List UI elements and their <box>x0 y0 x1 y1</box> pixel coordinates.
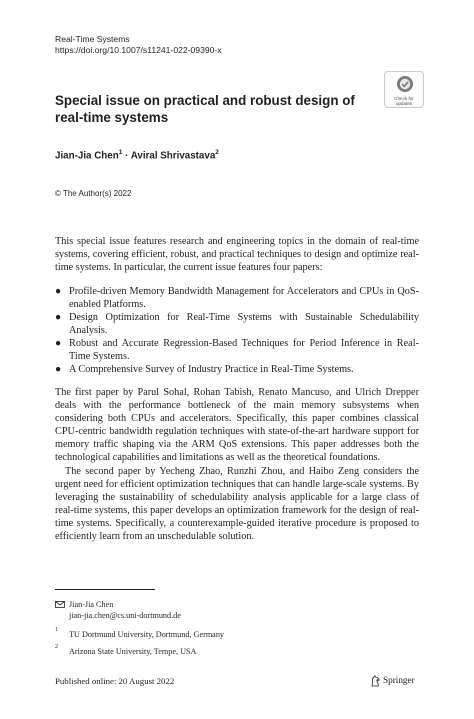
affiliation-number: 1 <box>55 627 58 633</box>
author-separator: · <box>125 150 129 162</box>
intro-paragraph: This special issue features research and engineering topics in the domain of real-time systems, covering efficient, robust, and practical techniques to design and optimize real-time systems. In particular, the current issue features four papers: <box>55 236 419 273</box>
correspondence-email[interactable]: jian-jia.chen@cs.uni-dortmund.de <box>69 611 181 620</box>
bullet-icon: ● <box>55 338 62 349</box>
bullet-icon: ● <box>55 312 62 323</box>
body-paragraph-2: The second paper by Yecheng Zhao, Runzhi Zhou, and Haibo Zeng considers the urgent need for efficient optimization techniques that can handle large-scale systems. By leveraging the sustainability of schedulability analysis applicable for a large class of real-time systems, this paper develops an optimization framework for the design of real-time systems. Specifically, a counterexample-guided iterative procedure is proposed to efficiently learn from an unschedulable solution. <box>55 466 419 542</box>
publisher-logo[interactable] <box>370 674 425 688</box>
list-item <box>55 363 419 376</box>
publisher-name: Springer <box>383 675 415 685</box>
list-item <box>55 311 419 337</box>
correspondence-name: Jian-Jia Chen <box>69 600 114 609</box>
envelope-icon <box>55 601 65 608</box>
body-paragraph-1: The first paper by Parul Sohal, Rohan Tabish, Renato Mancuso, and Ulrich Drepper deals with the performance bottleneck of the main memory subsystems when considering both CPUs and accelerators. Specifically, this paper combines classical CPU-centric bandwidth regulation techniques with state-of-the-art hardware support for memory traffic shaping via the ARM QoS extensions. This paper addresses both the technological capabilities and limitations as well as the theoretical foundations. <box>55 387 419 463</box>
list-item <box>55 337 419 363</box>
published-date: Published online: 20 August 2022 <box>55 676 175 686</box>
journal-name: Real-Time Systems <box>55 34 130 44</box>
bullet-icon: ● <box>55 286 62 297</box>
list-item-text: Design Optimization for Real-Time Systems with Sustainable Schedulability Analysis. <box>69 312 419 336</box>
author-name[interactable]: Jian-Jia Chen <box>55 150 119 162</box>
list-item-text: A Comprehensive Survey of Industry Practice in Real-Time Systems. <box>69 364 354 375</box>
list-item <box>55 285 419 311</box>
doi-link[interactable]: https://doi.org/10.1007/s11241-022-09390-x <box>55 45 222 55</box>
affiliation-number: 2 <box>55 644 58 650</box>
author-affiliation-mark: 2 <box>215 149 219 156</box>
badge-label <box>385 96 423 106</box>
check-for-updates-badge[interactable] <box>384 71 424 108</box>
badge-label-line1: Check for <box>394 96 414 101</box>
footnote-divider <box>55 589 155 590</box>
bullet-icon: ● <box>55 364 62 375</box>
list-item-text: Profile-driven Memory Bandwidth Management for Accelerators and CPUs in QoS-enabled Platforms. <box>69 286 419 310</box>
article-title: Special issue on practical and robust design of real-time systems <box>55 93 355 125</box>
copyright-notice: © The Author(s) 2022 <box>55 189 132 198</box>
author-list <box>55 149 219 161</box>
affiliation-text: Arizona State University, Tempe, USA <box>69 647 197 656</box>
list-item-text: Robust and Accurate Regression-Based Techniques for Period Inference in Real-Time Systems. <box>69 338 419 362</box>
badge-label-line2: updates <box>395 101 413 106</box>
author-name[interactable]: Aviral Shrivastava <box>130 150 216 162</box>
crossmark-icon <box>396 75 414 93</box>
author-affiliation-mark: 1 <box>118 149 123 156</box>
affiliation-text: TU Dortmund University, Dortmund, Germany <box>69 630 225 639</box>
paper-list <box>55 285 419 376</box>
springer-horse-icon <box>370 675 381 687</box>
journal-header <box>55 34 222 56</box>
